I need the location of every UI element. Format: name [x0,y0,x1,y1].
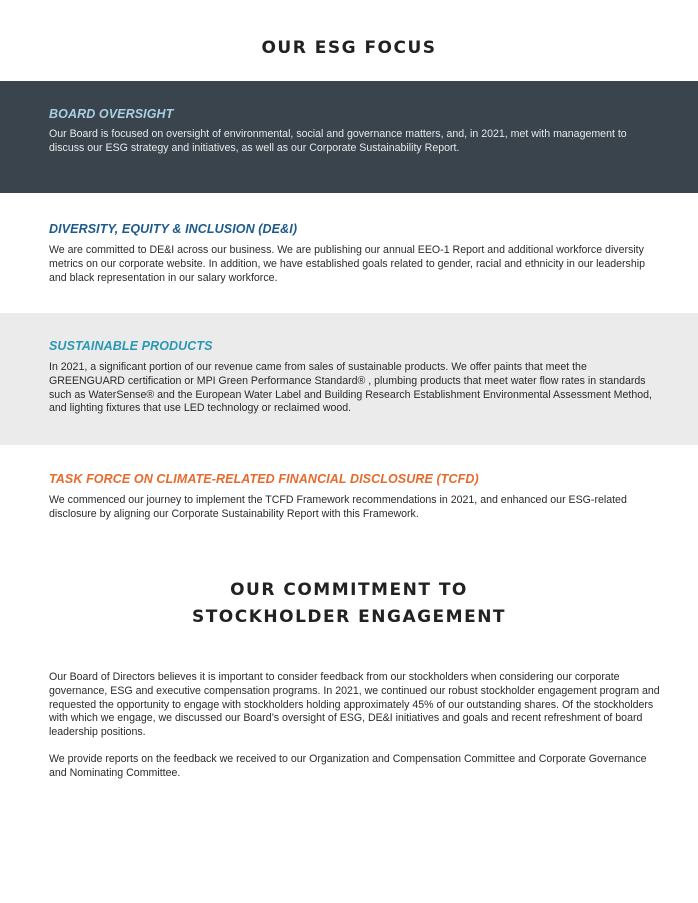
heading-line-1: OUR COMMITMENT TO [230,580,468,600]
engagement-paragraph-2: We provide reports on the feedback we received to our Organization and Compensation Committee and Corporate Governance and Nominating Committee. [49,753,647,779]
dei-body: We are committed to DE&I across our business. We are publishing our annual EEO-1 Report and additional workforce diversity metrics on our corporate website. In addition, we have established goals related to gender, racial and ethnicity in our leadership and black representation in our salary workforce. [49,244,645,284]
esg-focus-heading: OUR ESG FOCUS [261,38,437,58]
tcfd-body: We commenced our journey to implement the TCFD Framework recommendations in 2021, and enhanced our ESG-related disclosure by aligning our Corporate Sustainability Report with this Framework. [49,494,627,520]
heading-line-2: STOCKHOLDER ENGAGEMENT [191,607,507,627]
dei-title: DIVERSITY, EQUITY & INCLUSION (DE&I) [49,222,298,236]
board-oversight-body: Our Board is focused on oversight of environmental, social and governance matters, and, in 2021, met with management to discuss our ESG strategy and initiatives, as well as our Corporate Sustainability Report. [49,128,627,154]
board-oversight-title: BOARD OVERSIGHT [49,107,174,121]
board-oversight-section [0,81,698,193]
engagement-paragraph-1: Our Board of Directors believes it is important to consider feedback from our stockholders when considering our corporate governance, ESG and executive compensation programs. In 2021, we continued our robust stockholder engagement program and requested the opportunity to engage with stockholders holding approximately 45% of our outstanding shares. Of the stockholders with which we engage, we discussed our Board’s oversight of ESG, DE&I initiatives and goals and recent refreshment of board leadership positions. [49,671,660,739]
sustainable-products-title: SUSTAINABLE PRODUCTS [49,339,213,353]
stockholder-engagement-heading [0,577,698,631]
sustainable-products-section [0,313,698,445]
sustainable-products-body: In 2021, a significant portion of our revenue came from sales of sustainable products. We offer paints that meet the GREENGUARD certification or MPI Green Performance Standard® , plumbing products that meet water flow rates in standards such as WaterSense® and the European Water Label and Building Research Establishment Environmental Assessment Method, and lighting fixtures that use LED technology or reclaimed wood. [49,361,652,415]
tcfd-title: TASK FORCE ON CLIMATE-RELATED FINANCIAL DISCLOSURE (TCFD) [49,472,479,486]
